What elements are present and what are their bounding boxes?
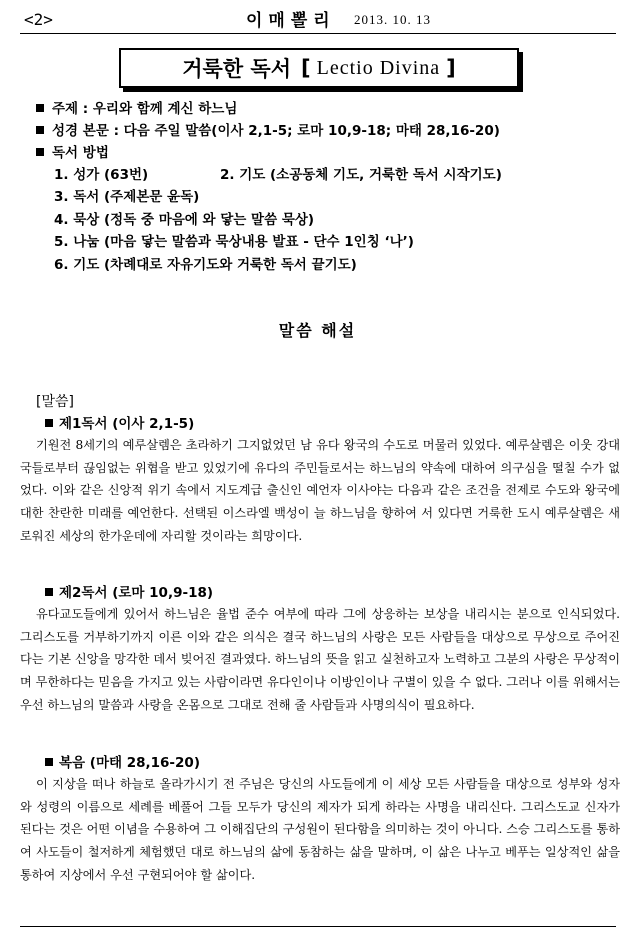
square-bullet-icon (36, 148, 44, 156)
page-header (20, 6, 615, 34)
method-step-3: 3. 독서 (주제본문 윤독) (54, 189, 200, 206)
reading-title (20, 414, 620, 434)
page-title (119, 48, 519, 88)
reading-title (20, 753, 620, 773)
info-list (36, 98, 616, 164)
square-bullet-icon (45, 758, 53, 766)
reading-title-text: 복음 (마태 28,16-20) (59, 755, 200, 771)
header-divider (20, 33, 616, 34)
reading-body: 유다교도들에게 있어서 하느님은 율법 준수 여부에 따라 그에 상응하는 보상을 내리시는 분으로 인식되었다. 그리스도를 거부하기까지 이른 이와 같은 의식은 결국 하느님의 사랑은 모든 사람들을 대상으로 무상으로 주어진다는 기본 신앙을 망각한 데서 빚어진 결과였다. 하느님의 뜻을 읽고 실천하고자 노력하고 그분의 사랑은 무상적이며 무한하다는 믿음을 가지고 있는 사람이라면 유다인이나 이방인이나 구별이 있을 수 없다. 그러나 이를 위해서는 우선 하느님의 말씀과 사랑을 온몸으로 그대로 전해 줄 사람들과 사명의식이 필요하다. (20, 607, 620, 712)
theme-text: 주제 : 우리와 함께 계신 하느님 (52, 101, 238, 117)
method-heading-text: 독서 방법 (52, 145, 109, 161)
method-step-2: 2. 기도 (소공동체 기도, 거룩한 독서 시작기도) (220, 167, 502, 183)
reading-title-text: 제1독서 (이사 2,1-5) (59, 416, 195, 432)
reading-body: 이 지상을 떠나 하늘로 올라가시기 전 주님은 당신의 사도들에게 이 세상 모든 사람들을 대상으로 성부와 성자와 성령의 이름으로 세례를 베풀어 그들 모두가 당신의 제자가 되게 하라는 사명을 내리신다. 그리스도교 신자가 된다는 것은 어떤 이념을 수용하여 그 이해집단의 구성원이 된다함을 의미하는 것이 아니다. 스승 그리스도를 통하여 사도들이 철저하게 체험했던 대로 하느님의 삶에 동참하는 삶을 말하며, 이 삶은 나누고 베푸는 일상적인 삶을 통하여 지상에서 우선 구현되어야 할 삶이다. (20, 777, 620, 882)
reading-1 (20, 414, 620, 548)
reading-title-text: 제2독서 (로마 10,9-18) (59, 585, 214, 601)
info-theme (36, 98, 616, 120)
title-korean: 거룩한 독서 (182, 57, 291, 81)
publication-name: 이매뽈리 (246, 11, 336, 31)
title-latin: Lectio Divina (316, 56, 441, 79)
method-step-5: 5. 나눔 (마음 닿는 말씀과 묵상내용 발표 - 단수 1인칭 ‘나’) (54, 234, 414, 251)
method-row-1 (54, 164, 502, 186)
method-step-1: 1. 성가 (63번) (54, 167, 149, 183)
square-bullet-icon (45, 419, 53, 427)
verse-label: [말씀] (36, 394, 74, 410)
method-step-4: 4. 묵상 (정독 중 마음에 와 닿는 말씀 묵상) (54, 211, 315, 228)
reading-title (20, 583, 620, 603)
square-bullet-icon (45, 588, 53, 596)
info-scripture (36, 120, 616, 142)
reading-2 (20, 583, 620, 717)
title-bracket-close: ] (446, 56, 456, 80)
section-title: 말씀 해설 (278, 321, 357, 340)
scripture-text: 성경 본문 : 다음 주일 말씀(이사 2,1-5; 로마 10,9-18; 마태 28,16-20) (52, 123, 500, 139)
reading-body: 기원전 8세기의 예루살렘은 초라하기 그지없었던 남 유다 왕국의 수도로 머물러 있었다. 예루살렘은 이웃 강대국들로부터 끊임없는 위협을 받고 있었기에 유다의 주민들로서는 하느님의 약속에 대하여 의구심을 떨칠 수가 없었다. 이와 같은 신앙적 위기 속에서 지도계급 출신인 예언자 이사야는 다음과 같은 조건을 전제로 수도와 왕국에 대한 찬란한 미래를 예언한다. 선택된 이스라엘 백성이 늘 하느님을 향하여 서 있다면 거룩한 도시 예루살렘은 새로워진 세상의 한가운데에 자리할 것이라는 희망이다. (20, 438, 620, 543)
info-method-heading (36, 142, 616, 164)
square-bullet-icon (36, 104, 44, 112)
footer-divider (20, 926, 616, 927)
method-step-6: 6. 기도 (차례대로 자유기도와 거룩한 독서 끝기도) (54, 256, 357, 273)
publication-date: 2013. 10. 13 (354, 12, 431, 27)
title-bracket-open: [ (301, 56, 311, 80)
square-bullet-icon (36, 126, 44, 134)
reading-3 (20, 753, 620, 887)
method-steps (54, 164, 502, 276)
page-number: <2> (24, 10, 53, 29)
